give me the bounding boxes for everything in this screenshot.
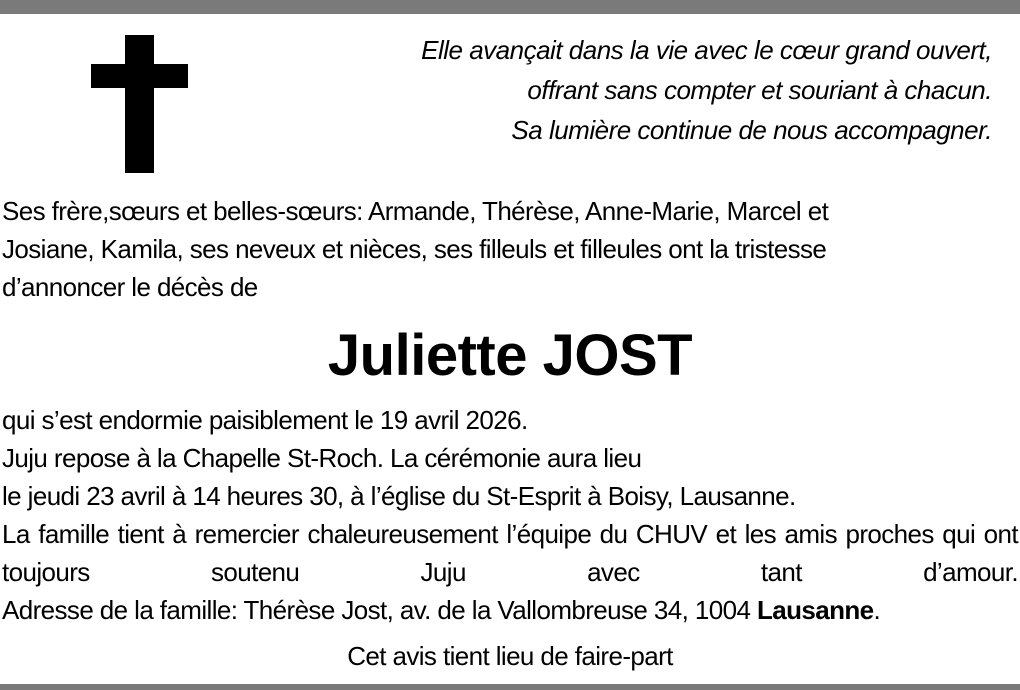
address-text: Adresse de la famille: Thérèse Jost, av. de la Vallombreuse 34, 1004 (2, 595, 751, 625)
closing-note: Cet avis tient lieu de faire-part (347, 641, 673, 671)
body-line-rest: Juju repose à la Chapelle St-Roch. La cérémonie aura lieu (2, 443, 642, 473)
memorial-poem (292, 30, 992, 150)
poem-line: Elle avançait dans la vie avec le cœur grand ouvert, (421, 35, 992, 65)
poem-line: Sa lumière continue de nous accompagner. (511, 115, 992, 145)
address-city: Lausanne (756, 595, 874, 625)
family-address (2, 591, 1018, 629)
bottom-rule (0, 684, 1020, 690)
intro-line: d’annoncer le décès de (2, 272, 258, 302)
deceased-name: Juliette JOST (327, 323, 693, 388)
intro-line: Josiane, Kamila, ses neveux et nièces, ses filleuls et filleules ont la tristesse (2, 234, 827, 264)
announcement-body (2, 401, 1018, 629)
address-suffix: . (873, 595, 881, 625)
top-rule (0, 0, 1020, 14)
body-line-ceremony: le jeudi 23 avril à 14 heures 30, à l’église du St-Esprit à Boisy, Lausanne. (2, 481, 796, 511)
intro-line: Ses frère,sœurs et belles-sœurs: Armande, Thérèse, Anne-Marie, Marcel et (2, 196, 829, 226)
announcement-intro (2, 192, 1018, 306)
poem-line: offrant sans compter et souriant à chacun. (527, 75, 992, 105)
body-thanks: La famille tient à remercier chaleureusement l’équipe du CHUV et les amis proches qui ont toujours soutenu Juju avec tant d’amour. (2, 519, 1018, 587)
cross-icon (91, 35, 188, 173)
body-line-date: qui s’est endormie paisiblement le 19 avril 2026. (2, 405, 528, 435)
